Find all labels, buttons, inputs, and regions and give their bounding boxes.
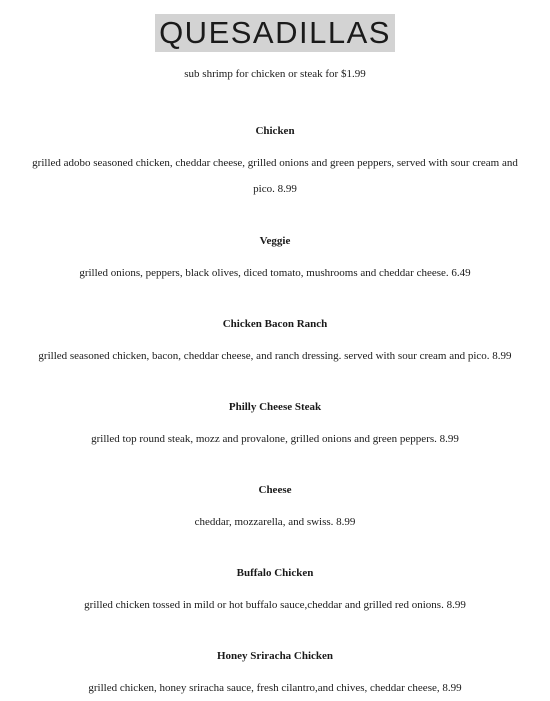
menu-item-chicken [20,124,530,202]
menu-item-honey-sriracha-chicken [20,649,530,701]
menu-item-buffalo-chicken [20,566,530,618]
menu-item-veggie [20,234,530,286]
menu-item-name: Honey Sriracha Chicken [216,650,334,662]
menu-item-cheese [20,483,530,535]
menu-item-name: Chicken Bacon Ranch [222,318,328,330]
menu-item-description: grilled chicken tossed in mild or hot buffalo sauce,cheddar and grilled red onions. 8.99 [84,599,466,611]
menu-item-description: grilled adobo seasoned chicken, cheddar cheese, grilled onions and green peppers, served with sour cream and pico. 8.99 [32,157,518,195]
menu-item-description: grilled top round steak, mozz and provalone, grilled onions and green peppers. 8.99 [91,433,459,445]
menu-item-chicken-bacon-ranch [20,317,530,369]
page-title: QUESADILLAS [155,14,395,52]
menu-item-description: grilled chicken, honey sriracha sauce, fresh cilantro,and chives, cheddar cheese, 8.99 [88,682,462,694]
menu-item-description: cheddar, mozzarella, and swiss. 8.99 [194,516,356,528]
menu-item-name: Chicken [255,125,295,137]
substitution-note: sub shrimp for chicken or steak for $1.99 [184,68,366,80]
menu-item-name: Buffalo Chicken [236,567,314,579]
menu-item-name: Veggie [259,235,291,247]
menu-item-philly-cheese-steak [20,400,530,452]
menu-item-description: grilled seasoned chicken, bacon, cheddar cheese, and ranch dressing. served with sour cream and pico. 8.99 [38,350,512,362]
menu-item-description: grilled onions, peppers, black olives, diced tomato, mushrooms and cheddar cheese. 6.49 [79,267,471,279]
menu-item-name: Philly Cheese Steak [228,401,322,413]
title-container [0,14,550,52]
menu-item-name: Cheese [258,484,292,496]
